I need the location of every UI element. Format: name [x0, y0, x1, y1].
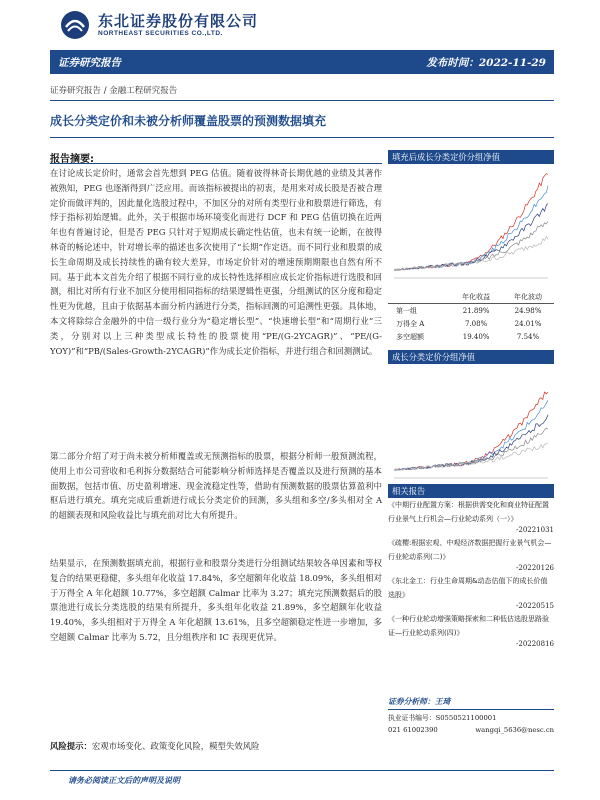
chart-1-plot: [388, 166, 554, 286]
related-heading: 相关报告: [388, 484, 554, 498]
stats-table: [388, 290, 554, 343]
chart-2-title: 成长分类定价分组净值: [388, 350, 554, 364]
title-divider: [50, 137, 554, 138]
stats-row: [388, 317, 554, 330]
chart-series-line: [394, 174, 548, 270]
report-banner: [50, 50, 554, 74]
related-item[interactable]: 《一种行业轮动增强策略探索和二种低估选股思路验证—行业轮动系列(四)》: [388, 615, 549, 637]
risk-text: 宏观市场变化、政策变化风险，模型失效风险: [91, 741, 260, 751]
company-logo-icon: [60, 10, 90, 40]
analyst-name: 证券分析师：王琦: [388, 696, 554, 710]
related-date: -20220816: [516, 640, 554, 648]
breadcrumb-divider: [50, 100, 554, 101]
stats-cell: 19.40%: [462, 332, 490, 341]
stats-row: [388, 330, 554, 343]
publish-date: 发布时间：2022-11-29: [426, 56, 546, 69]
related-item[interactable]: 《疏樱:根据宏观、中观经济数据把握行业景气机会—行业轮动系列(二)》: [388, 539, 552, 561]
related-item[interactable]: 《中期行业配置方案：根据供需变化和商业特征配置行业景气上行机会—行业轮动系列（一）》: [388, 501, 549, 523]
chart-series-line: [394, 204, 548, 271]
stats-cell: 21.89%: [462, 306, 490, 315]
report-title: 成长分类定价和未被分析师覆盖股票的预测数据填充: [50, 114, 327, 128]
company-name-en: NORTHEAST SECURITIES CO.,LTD.: [98, 30, 223, 37]
company-name-cn: 东北证券股份有限公司: [98, 12, 259, 30]
stats-cell: 24.98%: [514, 306, 542, 315]
risk-label: 风险提示：: [50, 741, 92, 751]
stats-header-blank: [388, 290, 450, 304]
stats-header-row: [388, 290, 554, 304]
stats-cell: 7.54%: [516, 332, 540, 341]
analyst-email[interactable]: wangqi_5636@nesc.cn: [475, 726, 554, 734]
chart-2: [388, 366, 554, 486]
footer-divider: [50, 770, 554, 771]
company-logo: [60, 6, 280, 44]
risk-warning: [50, 740, 382, 752]
chart-series-line: [394, 444, 548, 470]
stats-cell: 7.08%: [464, 319, 488, 328]
chart-1: [388, 166, 554, 286]
abstract-paragraph-1: 在讨论成长定价时，通常会首先想到 PEG 估值。随着彼得林奇长期优越的业绩及其著作被熟知，PEG 也逐渐得到广泛应用。而该指标被提出的初衷，是用来对成长股是否被合理定价而做评判的，因此量化选股过程中，不加区分的对所有类型行业和股票进行筛选，有悖于指标初始逻辑。此外，关于根据市场环境变化而进行 DCF 和 PEG 估值切换在近两年也有普遍讨论，但是否 PEG 只针对于短期成长确定性估值，也未有统一论断，在彼得林奇的畅论述中，针对增长率的描述也多次使用了“长期”作定语。而不同行业和股票的成长生命周期及成长持续性的确有较大差异，市场定价针对的增速预期期限也自然有所不同。基于此本文首先介绍了根据不同行业的成长特性选择相应成长定价指标进行选股和回测，相比对所有行业不加区分使用相同指标的结果逻辑性更强，分组测试的区分度和稳定性更为优越，且由于依据基本面分析内涵进行分类，指标回测的可追溯性更强。具体地，本文将除综合金融外的中信一级行业分为“稳定增长型”、“快速增长型”和“周期行业”三类，分别对以上三种类型成长特性的股票使用“PE/(G-2YCAGR)”、“PE/(G-YOY)”和“PB/(Sales-Growth-2YCAGR)”作为成长定价指标，并进行组合和回测测试。: [50, 168, 382, 356]
chart-2-plot: [388, 366, 554, 486]
breadcrumb: 证券研究报告 / 金融工程研究报告: [50, 86, 178, 96]
stats-cell: 万得全 A: [396, 319, 425, 328]
related-date: -20220126: [516, 564, 554, 572]
abstract-paragraph-2: 第二部分介绍了对于尚未被分析师覆盖或无预测指标的股票，根据分析师一般预测流程，使用上市公司营收和毛利拆分数据结合可能影响分析师选择是否覆盖以及进行预测的基本面数据，包括市值、历史盈利增速、现金流稳定性等，借助有预测数据的股票估算盈利中枢后进行填充。填充完成后重新进行成长分类定价的回测，多头组和多空/多头相对全 A 的超额表现和风险收益比与填充前对比大有所提升。: [50, 451, 382, 521]
related-reports: [388, 498, 554, 650]
abstract-divider: [50, 163, 382, 164]
analyst-phone: 021 61002390: [388, 726, 438, 734]
related-item[interactable]: 《东北金工：行业生命周期&动态估值下的成长价值选股》: [388, 577, 548, 599]
stats-cell: 24.01%: [514, 319, 542, 328]
footer-disclaimer: 请务必阅读正文后的声明及说明: [68, 776, 180, 785]
stats-cell: 多空超额: [396, 332, 424, 341]
chart-series-line: [394, 392, 548, 470]
related-date: -20221031: [516, 526, 554, 534]
abstract-paragraph-3: 结果显示，在预测数据填充前，根据行业和股票分类进行分组测试结果较各单因素和等权复合的结果更稳健，多头组年化收益 17.84%，多空超额年化收益 18.09%，多头组相对于万得全 A 年化超额 10.77%，多空超额 Calmar 比率为 3.27；填充完预测数据后的股票池进行成长分类选股的结果有所提升，多头组年化收益 21.89%，多空超额年化收益 19.40%，多头组相对于万得全 A 年化超额 13.61%，且多空超额稳定性进一步增加，多空超额 Calmar 比率为 5.72，且分组秩序和 IC 表现更优异。: [50, 558, 382, 642]
chart-1-title: 填充后成长分类定价分组净值: [388, 150, 554, 164]
stats-header-vol: 年化波动: [514, 292, 543, 301]
stats-row: [388, 304, 554, 318]
stats-header-return: 年化收益: [462, 292, 491, 301]
analyst-info: [388, 696, 554, 737]
related-date: -20220515: [516, 602, 554, 610]
analyst-cert: 执业证书编号：S0550521100001: [388, 713, 497, 722]
chart-series-line: [394, 400, 548, 470]
report-type: 证券研究报告: [58, 56, 121, 69]
stats-cell: 第一组: [396, 306, 417, 315]
abstract-heading: 报告摘要:: [50, 154, 94, 165]
chart-series-line: [394, 237, 548, 271]
